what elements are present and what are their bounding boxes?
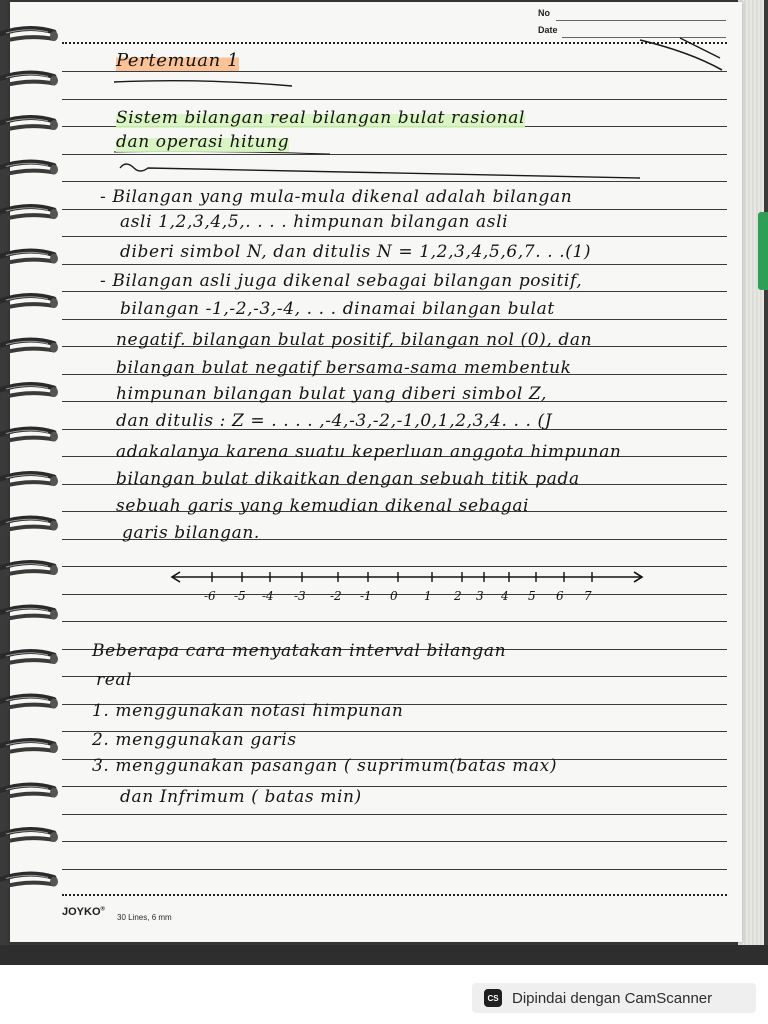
number-line-label: -5 xyxy=(234,589,246,603)
ruled-line xyxy=(62,264,727,265)
ruled-line xyxy=(62,71,727,72)
note-line: garis bilangan. xyxy=(122,523,260,543)
ruled-line xyxy=(62,209,727,210)
note-line: bilangan -1,-2,-3,-4, . . . dinamai bilangan bulat xyxy=(120,299,555,319)
ruled-line xyxy=(62,814,727,815)
note-line: dan ditulis : Z = . . . . ,-4,-3,-2,-1,0,1,2,3,4. . . (J xyxy=(116,411,553,431)
dotted-rule xyxy=(62,42,727,44)
ruled-line xyxy=(62,841,727,842)
number-line-label: -6 xyxy=(204,589,216,603)
ruled-line xyxy=(62,291,727,292)
list-item-2: 2. menggunakan garis xyxy=(92,730,297,750)
number-line-label: -2 xyxy=(330,589,342,603)
ruled-line xyxy=(62,566,727,567)
ruled-line xyxy=(62,869,727,870)
section-2-heading-cont: real xyxy=(96,670,133,690)
camscanner-watermark xyxy=(472,983,756,1013)
topic-line-2: dan operasi hitung xyxy=(116,132,290,152)
list-item-1: 1. menggunakan notasi himpunan xyxy=(92,701,404,721)
number-line-label: 3 xyxy=(476,589,484,603)
section-2-heading: Beberapa cara menyatakan interval bilangan xyxy=(92,641,507,661)
topic-highlight: Sistem bilangan real bilangan bulat rasional xyxy=(116,108,526,128)
camscanner-icon: CS xyxy=(484,989,502,1007)
date-line xyxy=(562,37,726,38)
ruled-line xyxy=(62,181,727,182)
green-page-tab xyxy=(758,212,768,290)
note-line: sebuah garis yang kemudian dikenal sebagai xyxy=(116,496,530,516)
no-line xyxy=(556,20,726,21)
number-line-label: -4 xyxy=(262,589,274,603)
brand-name: JOYKO xyxy=(62,906,101,918)
ruled-line xyxy=(62,621,727,622)
note-line: - Bilangan asli juga dikenal sebagai bilangan positif, xyxy=(100,271,583,291)
ruled-line xyxy=(62,236,727,237)
note-line: himpunan bilangan bulat yang diberi simbol Z, xyxy=(116,384,547,404)
ruled-line xyxy=(62,154,727,155)
notebook-spec: 30 Lines, 6 mm xyxy=(117,913,172,922)
topic-line-1 xyxy=(116,108,525,128)
number-line-label: 5 xyxy=(528,589,536,603)
ruled-line xyxy=(62,676,727,677)
notebook-brand xyxy=(62,906,105,918)
brand-mark: ® xyxy=(100,906,105,913)
ruled-line xyxy=(62,99,727,100)
note-line: adakalanya karena suatu keperluan anggota himpunan xyxy=(116,442,622,462)
number-line-label: 7 xyxy=(584,589,592,603)
no-label: No xyxy=(538,8,550,18)
note-line: negatif. bilangan bulat positif, bilangan nol (0), dan xyxy=(116,330,593,350)
list-item-3-cont: dan Infrimum ( batas min) xyxy=(120,787,362,807)
number-line-label: -3 xyxy=(294,589,306,603)
number-line-label: 4 xyxy=(501,589,509,603)
note-line: diberi simbol N, dan ditulis N = 1,2,3,4,5,6,7. . .(1) xyxy=(120,242,592,262)
camscanner-label: Dipindai dengan CamScanner xyxy=(512,989,713,1007)
number-line-label: 0 xyxy=(390,589,398,603)
ruled-line xyxy=(62,319,727,320)
number-line-label: 2 xyxy=(454,589,462,603)
list-item-3: 3. menggunakan pasangan ( suprimum(batas max) xyxy=(92,756,558,776)
number-line-label: 6 xyxy=(556,589,564,603)
date-label: Date xyxy=(538,25,558,35)
dotted-rule xyxy=(62,894,727,896)
note-line: bilangan bulat negatif bersama-sama membentuk xyxy=(116,358,572,378)
number-line-label: 1 xyxy=(424,589,432,603)
note-line: asli 1,2,3,4,5,. . . . himpunan bilangan asli xyxy=(120,212,509,232)
number-line-label: -1 xyxy=(360,589,372,603)
note-line: bilangan bulat dikaitkan dengan sebuah titik pada xyxy=(116,469,580,489)
page-title: Pertemuan 1 xyxy=(116,50,240,71)
note-line: - Bilangan yang mula-mula dikenal adalah bilangan xyxy=(100,187,573,207)
